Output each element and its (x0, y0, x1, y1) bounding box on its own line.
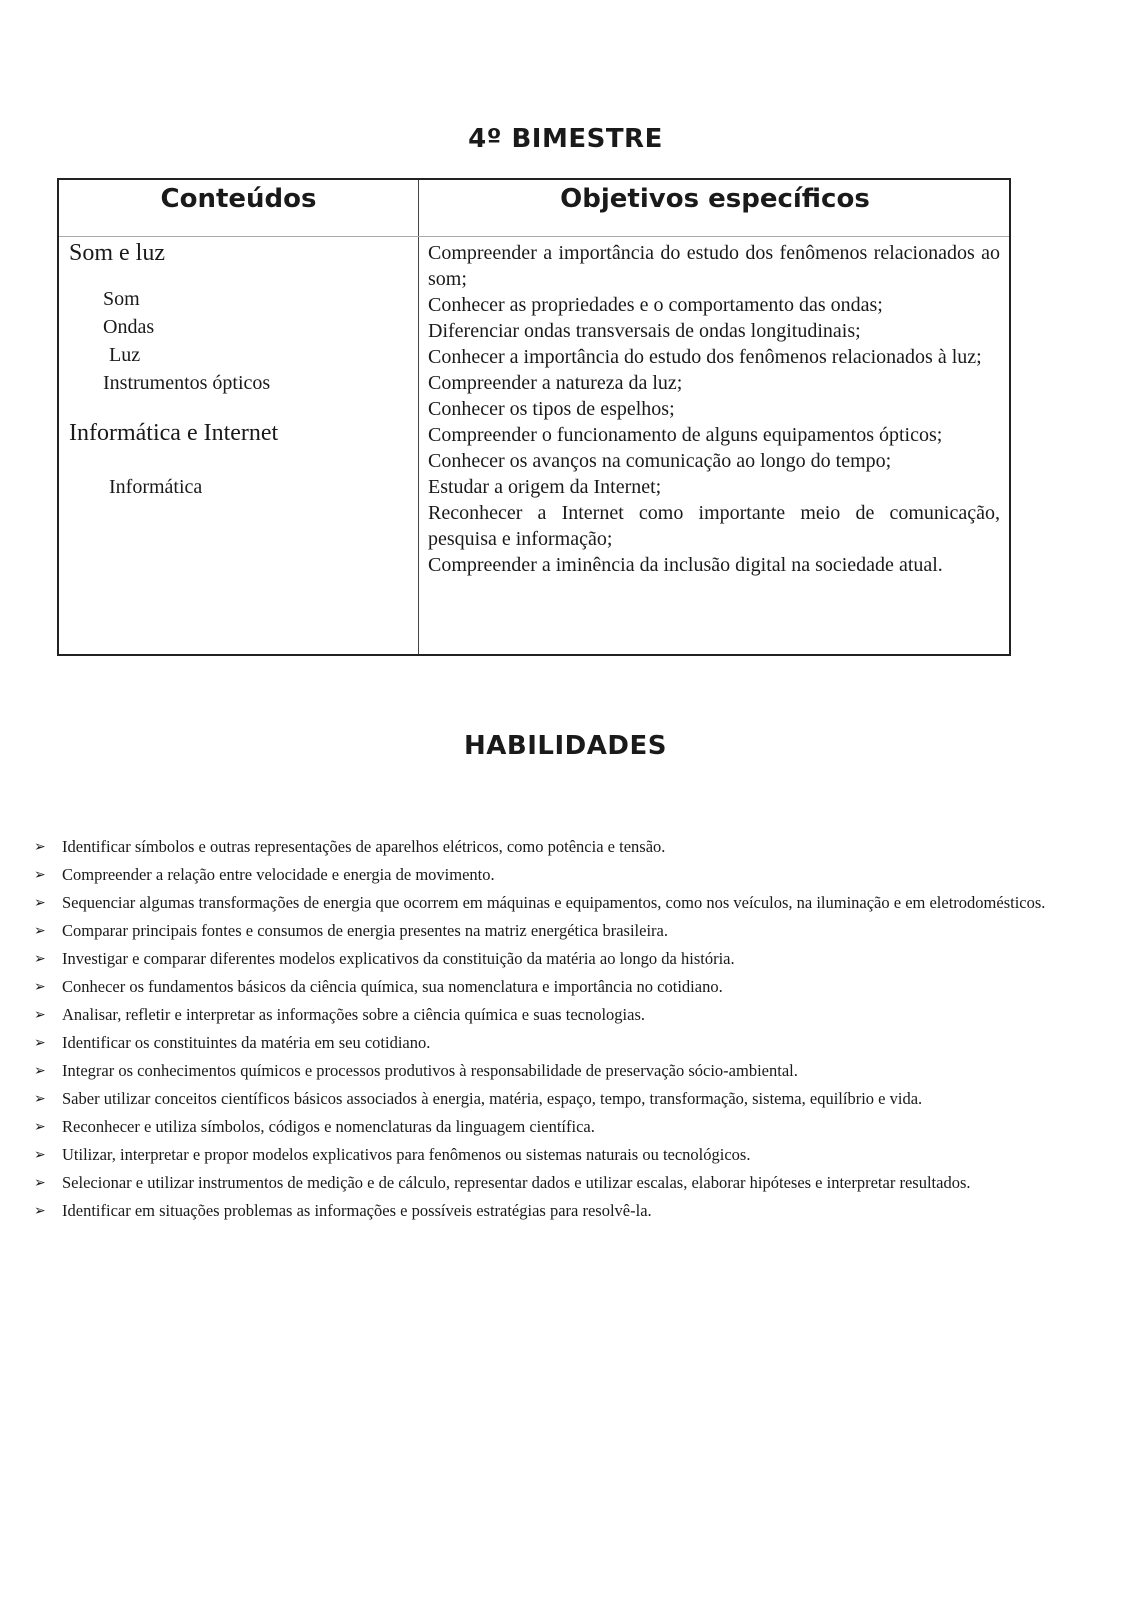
objective-item: Conhecer os avanços na comunicação ao longo do tempo; (428, 450, 892, 472)
arrowhead-bullet-icon: ➢ (34, 1119, 46, 1135)
list-item: ➢ Comparar principais fontes e consumos de energia presentes na matriz energética brasileira. (34, 917, 1064, 945)
arrowhead-bullet-icon: ➢ (34, 1091, 46, 1107)
objective-item: Conhecer as propriedades e o comportamento das ondas; (428, 294, 883, 316)
section-title-habilidades: HABILIDADES (464, 731, 667, 761)
objective-item: Conhecer a importância do estudo dos fenômenos relacionados à luz; (428, 346, 982, 368)
arrowhead-bullet-icon: ➢ (34, 979, 46, 995)
objective-item: Reconhecer a Internet como importante meio de comunicação, pesquisa e informação; (428, 502, 1000, 550)
arrowhead-bullet-icon: ➢ (34, 951, 46, 967)
list-item: ➢ Compreender a relação entre velocidade e energia de movimento. (34, 861, 1064, 889)
curriculum-table (57, 178, 1011, 656)
list-item: ➢ Identificar os constituintes da matéria em seu cotidiano. (34, 1029, 1064, 1057)
objective-item: Diferenciar ondas transversais de ondas longitudinais; (428, 320, 861, 342)
content-subitem: Som (103, 288, 140, 310)
arrowhead-bullet-icon: ➢ (34, 923, 46, 939)
objectives-column (428, 240, 1000, 578)
list-item: ➢ Sequenciar algumas transformações de energia que ocorrem em máquinas e equipamentos, como nos veículos, na iluminação e em eletrodomésticos. (34, 889, 1064, 917)
arrowhead-bullet-icon: ➢ (34, 1203, 46, 1219)
arrowhead-bullet-icon: ➢ (34, 1035, 46, 1051)
content-subitem: Informática (109, 476, 203, 498)
arrowhead-bullet-icon: ➢ (34, 839, 46, 855)
list-item: ➢ Utilizar, interpretar e propor modelos explicativos para fenômenos ou sistemas naturais ou tecnológicos. (34, 1141, 1064, 1169)
objective-item: Compreender a importância do estudo dos fenômenos relacionados ao som; (428, 242, 1000, 290)
arrowhead-bullet-icon: ➢ (34, 895, 46, 911)
arrowhead-bullet-icon: ➢ (34, 1007, 46, 1023)
content-group: Som e luz (69, 240, 165, 266)
page-title: 4º BIMESTRE (468, 124, 663, 154)
objective-item: Compreender o funcionamento de alguns equipamentos ópticos; (428, 424, 943, 446)
arrowhead-bullet-icon: ➢ (34, 1063, 46, 1079)
arrowhead-bullet-icon: ➢ (34, 1147, 46, 1163)
column-divider (418, 180, 419, 654)
content-group: Informática e Internet (69, 420, 279, 446)
list-item: ➢ Integrar os conhecimentos químicos e processos produtivos à responsabilidade de preservação sócio-ambiental. (34, 1057, 1064, 1085)
list-item: ➢ Identificar símbolos e outras representações de aparelhos elétricos, como potência e tensão. (34, 833, 1064, 861)
objective-item: Estudar a origem da Internet; (428, 476, 662, 498)
content-subitem: Luz (109, 344, 141, 366)
list-item: ➢ Saber utilizar conceitos científicos básicos associados à energia, matéria, espaço, tempo, transformação, sistema, equilíbrio e vida. (34, 1085, 1064, 1113)
header-divider (59, 236, 1009, 237)
list-item: ➢ Selecionar e utilizar instrumentos de medição e de cálculo, representar dados e utilizar escalas, elaborar hipóteses e interpretar resultados. (34, 1169, 1064, 1197)
content-subitem: Ondas (103, 316, 155, 338)
list-item: ➢ Reconhecer e utiliza símbolos, códigos e nomenclaturas da linguagem científica. (34, 1113, 1064, 1141)
arrowhead-bullet-icon: ➢ (34, 1175, 46, 1191)
content-subitem: Instrumentos ópticos (103, 372, 271, 394)
list-item: ➢ Conhecer os fundamentos básicos da ciência química, sua nomenclatura e importância no cotidiano. (34, 973, 1064, 1001)
arrowhead-bullet-icon: ➢ (34, 867, 46, 883)
objective-item: Compreender a iminência da inclusão digital na sociedade atual. (428, 554, 943, 576)
habilidades-list (34, 833, 1064, 1225)
table-header-conteudos: Conteúdos (160, 184, 317, 214)
list-item: ➢ Identificar em situações problemas as informações e possíveis estratégias para resolvê-la. (34, 1197, 1064, 1225)
list-item: ➢ Analisar, refletir e interpretar as informações sobre a ciência química e suas tecnologias. (34, 1001, 1064, 1029)
list-item: ➢ Investigar e comparar diferentes modelos explicativos da constituição da matéria ao longo da história. (34, 945, 1064, 973)
objective-item: Conhecer os tipos de espelhos; (428, 398, 675, 420)
table-header-objetivos: Objetivos específicos (560, 184, 870, 214)
objective-item: Compreender a natureza da luz; (428, 372, 683, 394)
